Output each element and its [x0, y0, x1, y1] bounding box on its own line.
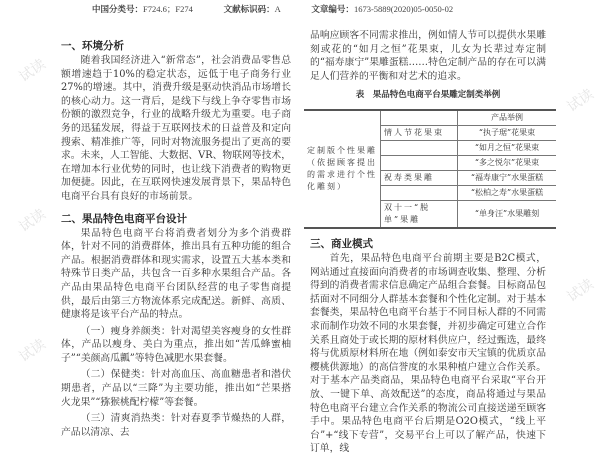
table-caption: 表 果品特色电商平台果雕定制类举例 — [355, 90, 501, 101]
article-number-label: 文章编号： — [311, 5, 354, 15]
table-cell: 双十一“脱单”果雕 — [381, 200, 458, 228]
document-code-label: 文献标识码： — [223, 5, 275, 15]
table-cell: “执子琚”花果束 — [458, 125, 557, 140]
left-column — [61, 37, 291, 439]
watermark: 试读 — [16, 56, 49, 86]
paragraph: （一）瘦身养颜类：针对渴望美容瘦身的女性群体，产品以瘦身、美白为重点，推出如“苦瓜蜂蜜柚子”“美颜高瓜瓤”等特色减肥水果套餐。 — [61, 325, 291, 364]
table-row-label: 定制版个性果雕（依据顾客提出的需求进行个性化雕刻） — [304, 110, 381, 228]
table-cell: “福寿康宁”水果蛋糕 — [458, 170, 557, 185]
paragraph: （二）保健类：针对高血压、高血糖患者和潜伏期患者，产品以“三降”为主要功能，推出如“芒果搭火龙果”“猕猴桃配柠檬”等套餐。 — [61, 369, 291, 408]
section-heading-platform-design: 二、果品特色电商平台设计 — [61, 212, 187, 225]
class-number-label: 中国分类号： — [92, 5, 144, 15]
journal-header — [92, 3, 481, 15]
right-column — [307, 29, 546, 456]
table-cell: 祝寿类果雕 — [381, 170, 458, 185]
fruit-carving-table — [304, 109, 556, 229]
paragraph: 品响应顾客不同需求推出，例如情人节可以提供水果雕刻或花的“如月之恒”花果束，儿女为长辈过寿定制的“福寿康宁”果雕蛋糕……特色定制产品的存在可以满足人们营养的平衡和对艺术的追求。 — [310, 30, 546, 82]
table-cell: 情人节花果束 — [381, 125, 458, 140]
paragraph: 果品特色电商平台将消费者划分为多个消费群体，针对不同的消费群体，推出具有五种功能的组合产品。根据消费群体和现实需求，设置五大基本类和特殊节日类产品，共包含一百多种水果组合产品。各产品由果品特色电商平台团队经营的电子零售商提供，最后由第三方物流体系完成配送。新鲜、高质、健康将是该平台产品的特点。 — [61, 227, 291, 321]
table-cell — [381, 140, 458, 155]
table-cell — [381, 155, 458, 170]
watermark: 试读 — [16, 206, 49, 236]
document-code-value: A — [274, 4, 281, 14]
table-header-row — [304, 110, 556, 126]
table-cell: “多之悦尔”花果束 — [458, 155, 557, 170]
table-cell — [381, 185, 458, 200]
watermark: 试读 — [564, 86, 597, 116]
table-cell: “单身汪”水果雕刻 — [458, 200, 557, 228]
table-cell: “松柏之寿”水果蛋糕 — [458, 185, 557, 200]
article-number-value: 1673-5889(2020)05-0050-02 — [353, 4, 454, 14]
class-number-value: F724.6；F274 — [143, 4, 193, 14]
paragraph: （三）清爽消热类：针对春夏季节燥热的人群，产品以清凉、去 — [61, 413, 291, 438]
section-heading-environment: 一、环境分析 — [61, 40, 124, 52]
table-header-cell: 产品举例 — [458, 110, 557, 126]
table-header-cell — [381, 110, 458, 126]
watermark: 试读 — [16, 336, 49, 366]
paragraph: 首先，果品特色电商平台前期主要是B2C模式，网站通过直接面向消费者的市场调查收集、整理、分析得到的消费者需求信息确定产品组合套餐。目标商品包括面对不同细分人群基本套餐和个性化定制。对于基本套餐类，果品特色电商平台基于不同目标人群的不同需求而制作功效不同的水果套餐，并初步确定可建立合作关系且商处于或长期的原材料供应户，经过甄选，最终将与优质原材料所在地（例如泰安市天宝镇的优质京品樱桃供源地）的高信誉度的水果种植户建立合作关系。对于基本产品类商品，果品特色电商平台采取“平台开放、一键下单、高效配送”的态度，商品将通过与果品特色电商平台建立合作关系的物流公司直接送递至顾客手中。果品特色电商平台后期是O2O模式，“线上平台”+“线下专营”，交易平台上可以了解产品，快速下订单，线 — [310, 252, 546, 455]
table-cell: “如月之恒”花果束 — [458, 140, 557, 155]
watermark: 试读 — [564, 276, 597, 306]
section-heading-business-model: 三、商业模式 — [310, 237, 373, 250]
paragraph: 随着我国经济进入“新常态”，社会消费品零售总额增速趋于10%的稳定状态，远低于电子商务行业27%的增速。其中，消费升级是驱动快消品市场增长的核心动力。这一背后，是线下与线上争夺零售市场份额的激烈竞争，行业的战略升级尤为重要。电子商务的迅猛发展，得益于互联网技术的日益普及和定向搜索、精准推广等，同时对物流服务提出了更高的要求。未来，人工智能、大数据、VR、物联网等技术，在增加本行业优势的同时，也让线下消费者的购物更加便捷。因此，在互联网快速发展背景下，果品特色电商平台具有良好的市场前景。 — [61, 55, 291, 202]
